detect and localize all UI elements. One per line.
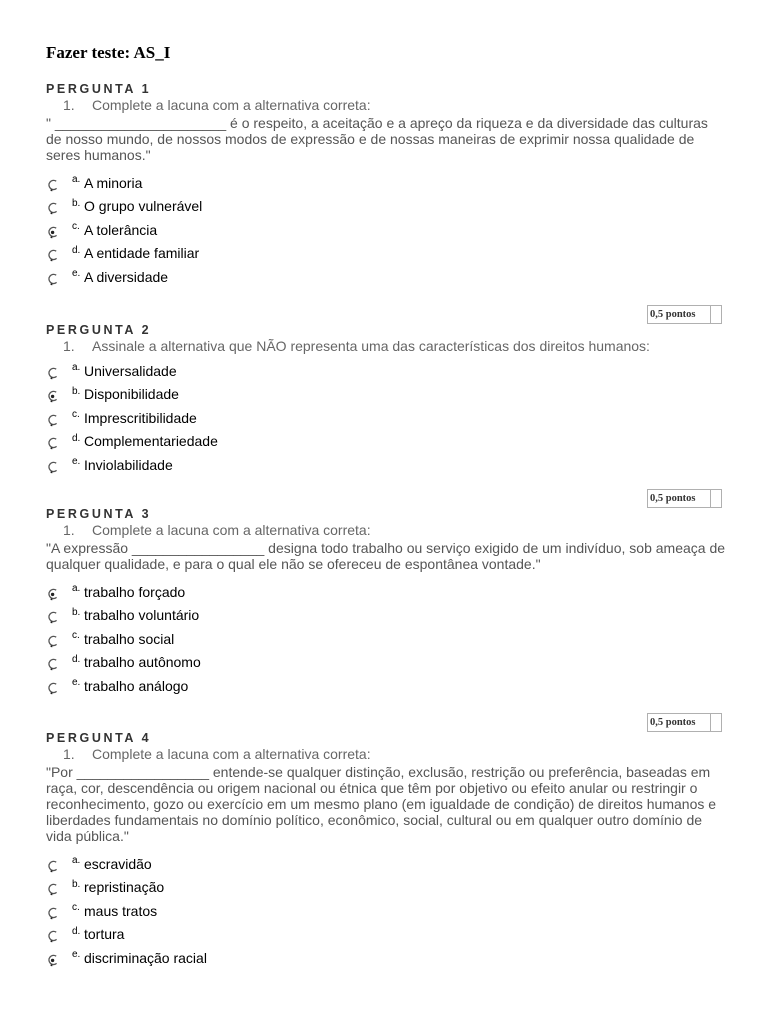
points-value: 0,5 pontos: [648, 714, 711, 731]
option-item[interactable]: [46, 651, 726, 675]
question-instruction: 1. Complete a lacuna com a alternativa correta:: [63, 522, 371, 538]
radio-icon[interactable]: [47, 367, 59, 379]
option-label: maus tratos: [84, 902, 158, 919]
option-label: Universalidade: [84, 362, 177, 379]
option-item[interactable]: [46, 383, 726, 407]
points-box: [647, 489, 722, 508]
option-letter: a.: [72, 583, 81, 595]
option-item[interactable]: [46, 430, 726, 454]
question-header: PERGUNTA 2: [46, 323, 152, 337]
page-title: Fazer teste: AS_I: [46, 43, 171, 62]
question-header: PERGUNTA 3: [46, 507, 152, 521]
radio-icon[interactable]: [47, 930, 59, 942]
points-value: 0,5 pontos: [648, 306, 711, 323]
option-label: trabalho forçado: [84, 583, 186, 600]
options-list: [46, 171, 726, 289]
option-letter: d.: [72, 925, 81, 937]
option-label: Complementariedade: [84, 433, 218, 450]
option-item[interactable]: [46, 265, 726, 289]
points-value: 0,5 pontos: [648, 490, 711, 507]
options-list: [46, 359, 726, 477]
option-letter: b.: [72, 385, 81, 397]
option-label: Imprescritibilidade: [84, 409, 197, 426]
option-label: A entidade familiar: [84, 245, 200, 262]
option-letter: a.: [72, 855, 81, 867]
option-item[interactable]: [46, 852, 726, 876]
option-label: trabalho autônomo: [84, 654, 201, 671]
options-list: [46, 580, 726, 698]
option-letter: a.: [72, 362, 81, 374]
radio-selected-icon[interactable]: [47, 954, 59, 966]
option-letter: c.: [72, 630, 80, 642]
option-letter: c.: [72, 902, 80, 914]
option-label: O grupo vulnerável: [84, 198, 203, 215]
option-letter: d.: [72, 432, 81, 444]
radio-icon[interactable]: [47, 682, 59, 694]
option-item[interactable]: [46, 899, 726, 923]
option-letter: b.: [72, 878, 81, 890]
option-label: trabalho social: [84, 630, 175, 647]
option-item[interactable]: [46, 195, 726, 219]
radio-icon[interactable]: [47, 860, 59, 872]
radio-selected-icon[interactable]: [47, 390, 59, 402]
option-label: trabalho voluntário: [84, 607, 200, 624]
option-letter: e.: [72, 268, 81, 280]
option-item[interactable]: [46, 580, 726, 604]
option-letter: c.: [72, 221, 80, 233]
radio-icon[interactable]: [47, 273, 59, 285]
radio-icon[interactable]: [47, 414, 59, 426]
option-letter: e.: [72, 456, 81, 468]
option-item[interactable]: [46, 406, 726, 430]
points-box: [647, 305, 722, 324]
option-letter: a.: [72, 174, 81, 186]
question-text: "A expressão _________________ designa todo trabalho ou serviço exigido de um indivíduo, sob ameaça de qualquer qualidade, e para o qual ele não se ofereceu de espontânea vontade.": [46, 540, 729, 572]
option-label: escravidão: [84, 855, 152, 872]
option-label: repristinação: [84, 879, 165, 896]
option-label: A minoria: [84, 174, 143, 191]
option-letter: b.: [72, 606, 81, 618]
option-item[interactable]: [46, 453, 726, 477]
radio-icon[interactable]: [47, 249, 59, 261]
question-2: [46, 323, 726, 493]
option-letter: e.: [72, 949, 81, 961]
radio-selected-icon[interactable]: [47, 226, 59, 238]
radio-icon[interactable]: [47, 883, 59, 895]
question-text: " ______________________ é o respeito, a aceitação e a apreço da riqueza e da diversidade das culturas de nosso mundo, de nossos modos de expressão e de nossas maneiras de exprimir nossa qualidade de seres humanos.": [46, 115, 712, 163]
option-letter: c.: [72, 409, 80, 421]
radio-icon[interactable]: [47, 179, 59, 191]
question-text: "Por _________________ entende-se qualquer distinção, exclusão, restrição ou preferência, baseadas em raça, cor, descendência ou origem nacional ou étnica que têm por objetivo ou efeito anular ou restringir o reconhecimento, gozo ou exercício em um mesmo plano (em igualdade de condição) de direitos humanos e liberdades fundamentais no domínio político, econômico, social, cultural ou em qualquer outro domínio de vida pública.": [46, 764, 720, 844]
radio-selected-icon[interactable]: [47, 588, 59, 600]
option-item[interactable]: [46, 218, 726, 242]
radio-icon[interactable]: [47, 437, 59, 449]
option-letter: e.: [72, 677, 81, 689]
option-label: trabalho análogo: [84, 677, 189, 694]
option-item[interactable]: [46, 946, 726, 970]
question-instruction: 1. Complete a lacuna com a alternativa correta:: [63, 746, 371, 762]
radio-icon[interactable]: [47, 635, 59, 647]
option-label: Inviolabilidade: [84, 456, 173, 473]
option-label: A diversidade: [84, 268, 169, 285]
option-label: tortura: [84, 926, 125, 943]
option-item[interactable]: [46, 923, 726, 947]
options-list: [46, 852, 726, 970]
option-item[interactable]: [46, 876, 726, 900]
option-item[interactable]: [46, 674, 726, 698]
option-item[interactable]: [46, 604, 726, 628]
points-box: [647, 713, 722, 732]
option-item[interactable]: [46, 171, 726, 195]
radio-icon[interactable]: [47, 907, 59, 919]
option-item[interactable]: [46, 242, 726, 266]
option-letter: d.: [72, 244, 81, 256]
question-3: [46, 507, 729, 714]
option-label: discriminação racial: [84, 949, 207, 966]
radio-icon[interactable]: [47, 461, 59, 473]
question-instruction: 1. Assinale a alternativa que NÃO representa uma das características dos direitos humanos:: [63, 338, 650, 354]
question-4: [46, 731, 726, 986]
option-item[interactable]: [46, 359, 726, 383]
radio-icon[interactable]: [47, 611, 59, 623]
question-1: [46, 82, 726, 305]
question-instruction: 1. Complete a lacuna com a alternativa correta:: [63, 97, 371, 113]
option-label: Disponibilidade: [84, 386, 179, 403]
option-label: A tolerância: [84, 221, 158, 238]
option-letter: b.: [72, 197, 81, 209]
radio-icon[interactable]: [47, 658, 59, 670]
option-letter: d.: [72, 653, 81, 665]
option-item[interactable]: [46, 627, 726, 651]
question-header: PERGUNTA 4: [46, 731, 152, 745]
radio-icon[interactable]: [47, 202, 59, 214]
question-header: PERGUNTA 1: [46, 82, 152, 96]
